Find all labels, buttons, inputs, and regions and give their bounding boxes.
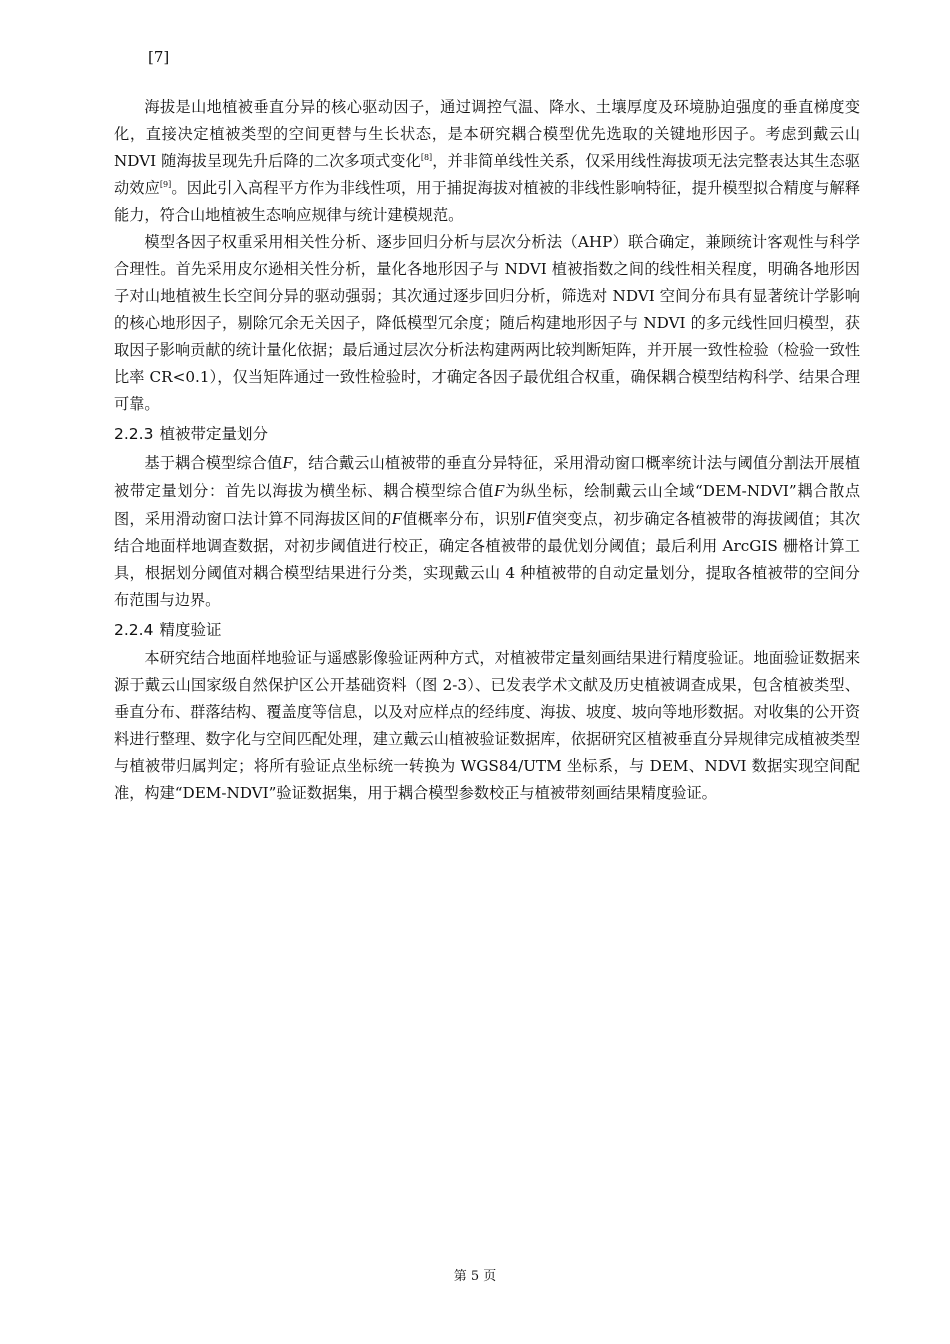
citation-9[interactable]: [9] (159, 179, 172, 189)
paragraph-text: ，结合戴云山植被带的垂直分异特征，采用滑动窗口概率统计法与阈值分割法开展植被带定量划分：首先以海拔为横坐标、耦合模型综合值 (114, 454, 861, 500)
paragraph-text: 基于耦合模型综合值 (144, 454, 283, 472)
section-number: 2.2.4 (114, 621, 154, 639)
paragraph-vegetation-zoning (114, 449, 860, 614)
variable-f: F (525, 509, 537, 528)
section-heading-2-2-3 (114, 420, 860, 448)
paragraph-text: 。因此引入高程平方作为非线性项，用于捕捉海拔对植被的非线性影响特征，提升模型拟合精度与解释能力，符合山地植被生态响应规律与统计建模规范。 (114, 179, 861, 224)
paragraph-text: ，并非简单线性关系，仅采用线性海拔项无法完整表达其生态驱动效应 (114, 152, 861, 197)
paragraph-factor-weights: 模型各因子权重采用相关性分析、逐步回归分析与层次分析法（AHP）联合确定，兼顾统计客观性与科学合理性。首先采用皮尔逊相关性分析，量化各地形因子与 NDVI 植被指数之间的线性相关程度，明确各地形因子对山地植被生长空间分异的驱动强弱；其次通过逐步回归分析，筛选对 NDVI 空间分布具有显著统计学影响的核心地形因子，剔除冗余无关因子，降低模型冗余度；随后构建地形因子与 NDVI 的多元线性回归模型，获取因子影响贡献的统计量化依据；最后通过层次分析法构建两两比较判断矩阵，并开展一致性检验（检验一致性比率 CR<0.1），仅当矩阵通过一致性检验时，才确定各因子最优组合权重，确保耦合模型结构科学、结果合理可靠。 (114, 233, 860, 413)
section-number: 2.2.3 (114, 425, 154, 443)
section-title: 精度验证 (159, 621, 222, 639)
page-body (114, 44, 860, 807)
paragraph-accuracy-validation: 本研究结合地面样地验证与遥感影像验证两种方式，对植被带定量刻画结果进行精度验证。地面验证数据来源于戴云山国家级自然保护区公开基础资料（图 2-3）、已发表学术文献及历史植被调查成果，包含植被类型、垂直分布、群落结构、覆盖度等信息，以及对应样点的经纬度、海拔、坡度、坡向等地形数据。对收集的公开资料进行整理、数字化与空间匹配处理，建立戴云山植被验证数据库，依据研究区植被垂直分异规律完成植被类型与植被带归属判定；将所有验证点坐标统一转换为 WGS84/UTM 坐标系，与 DEM、NDVI 数据实现空间配准，构建“DEM-NDVI”验证数据集，用于耦合模型参数校正与植被带刻画结果精度验证。 (114, 649, 860, 802)
paragraph-text: 值概率分布，识别 (402, 510, 526, 528)
variable-f: F (391, 509, 403, 528)
section-title: 植被带定量划分 (159, 425, 268, 443)
paragraph-text: 海拔是山地植被垂直分异的核心驱动因子，通过调控气温、降水、土壤厚度及环境胁迫强度的垂直梯度变化，直接决定植被类型的空间更替与生长状态，是本研究耦合模型优先选取的关键地形因子。考虑到戴云山 NDVI 随海拔呈现先升后降的二次多项式变化 (114, 98, 860, 170)
paragraph-text: 为纵坐标，绘制戴云山全域“DEM-NDVI”耦合散点图，采用滑动窗口法计算不同海拔区间的 (114, 482, 861, 528)
variable-f: F (494, 481, 505, 500)
page-number: 第 5 页 (453, 1269, 497, 1284)
section-heading-2-2-4 (114, 616, 860, 644)
equation-reference: [7] (148, 48, 170, 66)
variable-f: F (282, 453, 293, 472)
paragraph-elevation-factor (114, 94, 860, 229)
citation-8[interactable]: [8] (420, 152, 433, 162)
paragraph-text: 值突变点，初步确定各植被带的海拔阈值；其次结合地面样地调查数据，对初步阈值进行校正，确定各植被带的最优划分阈值；最后利用 ArcGIS 栅格计算工具，根据划分阈值对耦合模型结果进行分类，实现戴云山 4 种植被带的自动定量划分，提取各植被带的空间分布范围与边界。 (114, 510, 861, 609)
